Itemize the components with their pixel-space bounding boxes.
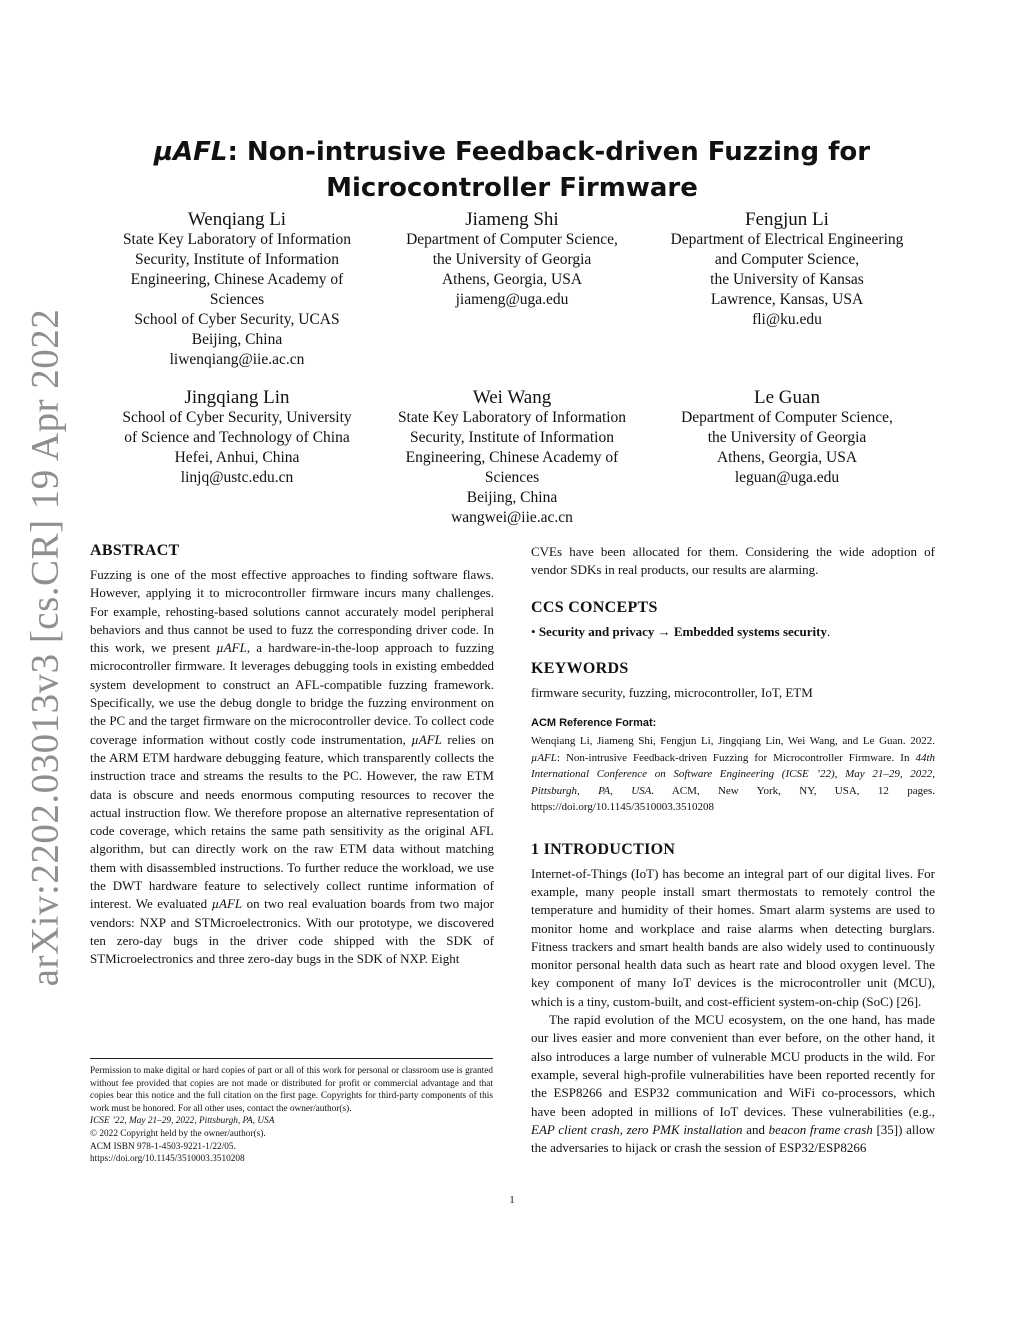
author-affiliation-line: School of Cyber Security, University: [122, 409, 352, 426]
author-affiliation-line: Beijing, China: [466, 489, 558, 506]
intro-paragraph-2: [531, 1011, 935, 1157]
author-email: leguan@uga.edu: [734, 469, 840, 486]
footnote-copyright: © 2022 Copyright held by the owner/author(s).: [90, 1128, 266, 1139]
acm-ref-title: : Non-intrusive Feedback-driven Fuzzing for Microcontroller Firmware. In: [556, 751, 916, 764]
abstract-mu-afl: µAFL: [216, 640, 247, 656]
author-block-3: [647, 208, 927, 330]
ccs-bullet: •: [531, 623, 536, 639]
author-name: Le Guan: [754, 387, 820, 408]
author-affiliation-line: the University of Georgia: [432, 251, 592, 268]
author-affiliation-line: Security, Institute of Information: [410, 429, 614, 446]
author-block-4: [97, 386, 377, 488]
author-name: Wenqiang Li: [187, 209, 287, 230]
abstract-mu-afl: µAFL: [211, 896, 243, 912]
footnote-isbn: ACM ISBN 978-1-4503-9221-1/22/05.: [90, 1141, 236, 1152]
author-affiliation-line: Sciences: [209, 291, 265, 308]
footnote-venue: ICSE ’22, May 21–29, 2022, Pittsburgh, PA, USA: [90, 1116, 275, 1127]
author-block-1: [97, 208, 377, 370]
intro-heading: 1 INTRODUCTION: [531, 840, 676, 858]
author-block-6: [647, 386, 927, 488]
paper-title: [100, 134, 924, 206]
author-affiliation-line: Athens, Georgia, USA: [716, 449, 858, 466]
author-name: Fengjun Li: [745, 209, 829, 230]
author-name: Jiameng Shi: [465, 209, 559, 230]
author-email: linjq@ustc.edu.cn: [180, 469, 294, 486]
author-name: Wei Wang: [472, 387, 552, 408]
ccs-concepts: [531, 623, 935, 641]
ccs-arrow: →: [657, 623, 671, 639]
author-block-5: [372, 386, 652, 528]
ccs-item-security: Security and privacy: [538, 623, 655, 639]
vuln-eap-client-crash: EAP client crash: [531, 1121, 620, 1137]
acm-ref-authors: Wenqiang Li, Jiameng Shi, Fengjun Li, Jingqiang Lin, Wei Wang, and Le Guan. 2022.: [531, 735, 935, 748]
author-affiliation-line: the University of Georgia: [707, 429, 867, 446]
intro-text: [35]) allow the adversaries to hijack or crash the session of ESP32/ESP8266: [531, 1121, 935, 1156]
abstract-continuation: CVEs have been allocated for them. Considering the wide adoption of vendor SDKs in real products, our results are alarming.: [531, 544, 935, 578]
right-column: [531, 543, 935, 1157]
author-affiliation-line: Hefei, Anhui, China: [174, 449, 300, 466]
author-email: fli@ku.edu: [752, 311, 822, 328]
author-affiliation-line: Department of Computer Science,: [681, 409, 893, 426]
acm-ref-mu-afl: µAFL: [531, 751, 557, 764]
footnote-doi: https://doi.org/10.1145/3510003.3510208: [90, 1154, 245, 1165]
vuln-beacon-frame-crash: beacon frame crash: [768, 1121, 873, 1137]
author-affiliation-line: Department of Electrical Engineering: [670, 231, 904, 248]
author-affiliation-line: of Science and Technology of China: [124, 429, 350, 446]
author-block-2: [372, 208, 652, 310]
acm-ref-heading: ACM Reference Format:: [531, 717, 657, 730]
page-number: 1: [509, 1194, 515, 1206]
arxiv-stamp-text: arXiv:2202.03013v3 [cs.CR] 19 Apr 2022: [23, 308, 67, 987]
keywords-heading: KEYWORDS: [531, 659, 629, 677]
author-name: Jingqiang Lin: [184, 387, 290, 408]
author-affiliation-line: Department of Computer Science,: [406, 231, 618, 248]
abstract-heading: ABSTRACT: [90, 542, 180, 559]
intro-text: The rapid evolution of the MCU ecosystem, on the one hand, has made our lives easier and more convenient than ever before, on the other hand, it also introduces a large number of vulnerable MCU products in the wild. For example, several high-profile vulnerabilities have been reported recently for the ESP8266 and ESP32 communication and WiFi co-processors, which have been adopted in millions of IoT devices. These vulnerabilities (e.g.,: [531, 1012, 935, 1119]
author-affiliation-line: Engineering, Chinese Academy of: [130, 271, 344, 288]
left-column: [90, 541, 494, 969]
author-affiliation-line: Lawrence, Kansas, USA: [710, 291, 864, 308]
author-affiliation-line: State Key Laboratory of Information: [397, 409, 627, 426]
author-email: jiameng@uga.edu: [455, 291, 569, 308]
arxiv-stamp: [16, 308, 74, 987]
permission-notice: Permission to make digital or hard copies of part or all of this work for personal or classroom use is granted without fee provided that copies are not made or distributed for profit or commercial advantage and that copies bear this notice and the full citation on the first page. Copyrights for third-party components of this work must be honored. For all other uses, contact the owner/author(s).: [90, 1066, 493, 1114]
acm-ref-body: [531, 733, 935, 816]
abstract-text: relies on the ARM ETM hardware debugging feature, which transparently collects the instruction trace and streams the results to the PC. However, the raw ETM data is obscure and needs enormous computing resources to recover the actual instruction flow. We therefore propose an alternative representation of code coverage, which retains the same path sensitivity as the original AFL algorithm, but can directly work on the raw ETM data without matching them with disassembled instructions. To further reduce the workload, we use the DWT hardware feature to selectively collect runtime information of interest. We evaluated: [90, 731, 495, 912]
abstract-text: , a hardware-in-the-loop approach to fuzzing microcontroller firmware. It leverages debugging tools in existing embedded system development to construct an AFL-compatible fuzzing framework. Specifically, we use the debug dongle to bridge the fuzzing environment on the PC and the target firmware on the microcontroller device. To collect code coverage information without costly code instrumentation,: [90, 640, 495, 747]
abstract-mu-afl: µAFL: [411, 731, 442, 747]
intro-paragraph-1: Internet-of-Things (IoT) has become an integral part of our digital lives. For example, many people install smart thermostats to remotely control the temperature and humidity of their homes. Smart alarm systems are used to monitor home and workplace and raise alarms when detecting burglars. Fitness trackers and smart health bands are also widely used to continuously monitor personal health data such as heart rate and blood oxygen level. The key component of many IoT devices is the microcontroller unit (MCU), which is a tiny, custom-built, and cost-efficient system-on-chip (SoC) [26].: [531, 865, 935, 1009]
author-affiliation-line: State Key Laboratory of Information: [122, 231, 352, 248]
author-affiliation-line: Sciences: [484, 469, 540, 486]
abstract-text: Fuzzing is one of the most effective approaches to finding software flaws. However, applying it to microcontroller firmware incurs many challenges. For example, rehosting-based solutions cannot accurately model peripheral behaviors and thus cannot be used to fuzz the corresponding driver code. In this work, we present: [90, 567, 494, 656]
author-affiliation-line: and Computer Science,: [714, 251, 860, 268]
author-affiliation-line: Engineering, Chinese Academy of: [405, 449, 619, 466]
title-line-1: [100, 134, 924, 170]
author-email: liwenqiang@iie.ac.cn: [169, 351, 305, 368]
acm-ref-venue: 44th International Conference on Software Engineering (ICSE ’22), May 21–29, 2022, Pittsburgh, PA, USA.: [531, 751, 935, 797]
intro-sep: ,: [619, 1121, 627, 1137]
author-affiliation-line: Beijing, China: [191, 331, 283, 348]
copyright-footnote: [90, 1058, 493, 1166]
abstract-paragraph: [90, 566, 494, 969]
ccs-heading: CCS CONCEPTS: [531, 598, 658, 616]
abstract-text: on two real evaluation boards from two major vendors: NXP and STMicroelectronics. With our prototype, we discovered ten zero-day bugs in the driver code shipped with the SDK of STMicroelectronics and three zero-day bugs in the SDK of NXP. Eight: [90, 896, 494, 967]
intro-sep: and: [742, 1121, 769, 1137]
keywords-text: firmware security, fuzzing, microcontroller, IoT, ETM: [531, 684, 813, 700]
ccs-end: .: [826, 623, 831, 639]
vuln-zero-pmk: zero PMK installation: [626, 1121, 743, 1137]
acm-ref-tail: ACM, New York, NY, USA, 12 pages. https://doi.org/10.1145/3510003.3510208: [531, 784, 935, 814]
author-affiliation-line: Athens, Georgia, USA: [441, 271, 583, 288]
author-affiliation-line: Security, Institute of Information: [135, 251, 339, 268]
title-line-2: Microcontroller Firmware: [326, 173, 698, 203]
ccs-item-embedded: Embedded systems security: [673, 623, 827, 639]
author-affiliation-line: the University of Kansas: [710, 271, 864, 288]
title-line-1-rest: : Non-intrusive Feedback-driven Fuzzing for: [227, 137, 871, 167]
author-email: wangwei@iie.ac.cn: [451, 509, 573, 526]
author-affiliation-line: School of Cyber Security, UCAS: [134, 311, 340, 328]
title-mu-afl: µAFL: [153, 137, 228, 167]
